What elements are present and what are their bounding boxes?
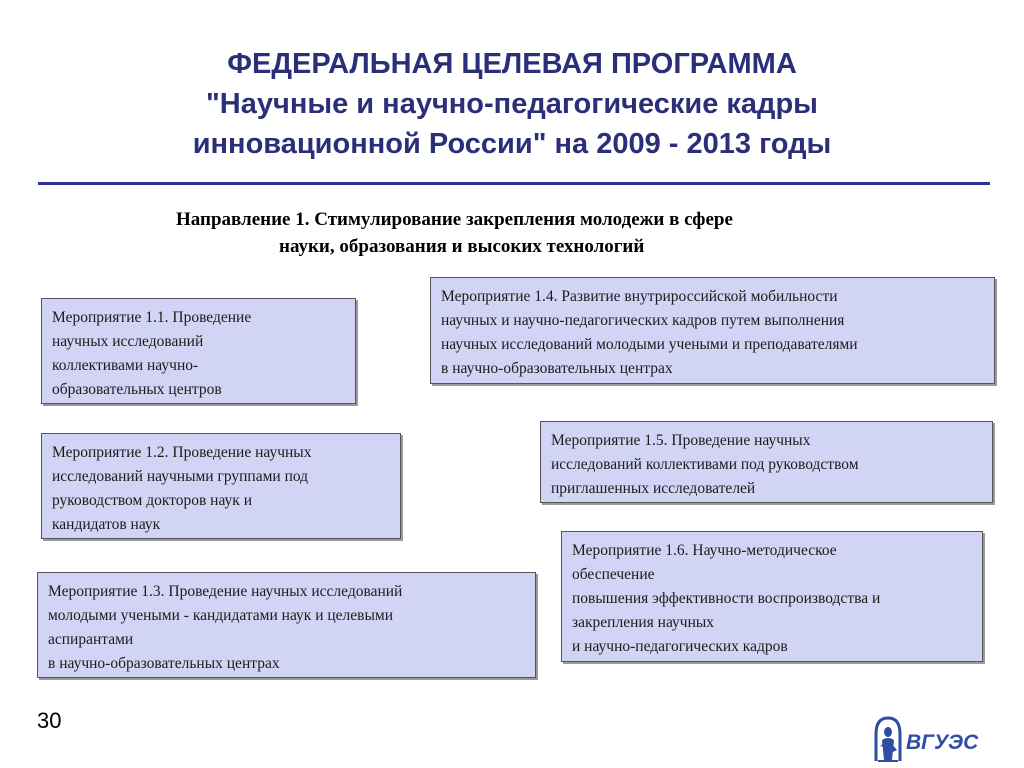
university-logo-text: ВГУЭС: [906, 731, 979, 754]
measure-box-1-4: [430, 277, 995, 384]
measure-text-line: кандидатов наук: [52, 516, 161, 533]
measure-text-line: научных исследований молодыми учеными и преподавателями: [441, 336, 858, 353]
measure-text-line: Мероприятие 1.4. Развитие внутрироссийской мобильности: [441, 288, 838, 305]
direction-line-1: Направление 1. Стимулирование закрепления молодежи в сфере: [176, 209, 733, 230]
measure-text-line: образовательных центров: [52, 381, 222, 398]
measure-text-line: исследований коллективами под руководством: [551, 456, 859, 473]
measure-text-line: Мероприятие 1.2. Проведение научных: [52, 444, 312, 461]
measure-box-1-1: [41, 298, 356, 404]
title-divider: [38, 182, 990, 185]
measure-text-line: Мероприятие 1.3. Проведение научных исследований: [48, 583, 403, 600]
measure-text-line: обеспечение: [572, 566, 655, 583]
measure-text-line: в научно-образовательных центрах: [441, 360, 673, 377]
measure-text-line: Мероприятие 1.1. Проведение: [52, 309, 252, 326]
measure-text-line: исследований научными группами под: [52, 468, 309, 485]
title-line-2: "Научные и научно-педагогические кадры: [206, 88, 818, 120]
measure-box-1-6: [561, 531, 983, 662]
direction-line-2: науки, образования и высоких технологий: [279, 236, 645, 257]
slide-title: [0, 44, 1024, 164]
measure-text-line: руководством докторов наук и: [52, 492, 253, 509]
measure-text-line: коллективами научно-: [52, 357, 199, 374]
title-line-1: ФЕДЕРАЛЬНАЯ ЦЕЛЕВАЯ ПРОГРАММА: [227, 48, 797, 80]
measure-text-line: научных исследований: [52, 333, 204, 350]
measure-box-1-3: [37, 572, 536, 678]
university-emblem-icon: [876, 718, 900, 761]
university-logo: [866, 714, 990, 764]
measure-box-1-5: [540, 421, 993, 503]
measure-text-line: Мероприятие 1.6. Научно-методическое: [572, 542, 837, 559]
measure-text-line: закрепления научных: [572, 614, 715, 631]
measure-text-line: приглашенных исследователей: [551, 480, 756, 497]
measure-text-line: повышения эффективности воспроизводства и: [572, 590, 881, 607]
measure-box-1-2: [41, 433, 401, 539]
measure-text-line: и научно-педагогических кадров: [572, 638, 788, 655]
measure-text-line: аспирантами: [48, 631, 134, 648]
measure-text-line: в научно-образовательных центрах: [48, 655, 280, 672]
page-number: 30: [37, 708, 62, 733]
measure-text-line: молодыми учеными - кандидатами наук и целевыми: [48, 607, 393, 624]
title-line-3: инновационной России" на 2009 - 2013 годы: [192, 128, 832, 160]
measure-text-line: Мероприятие 1.5. Проведение научных: [551, 432, 811, 449]
measure-text-line: научных и научно-педагогических кадров путем выполнения: [441, 312, 845, 329]
